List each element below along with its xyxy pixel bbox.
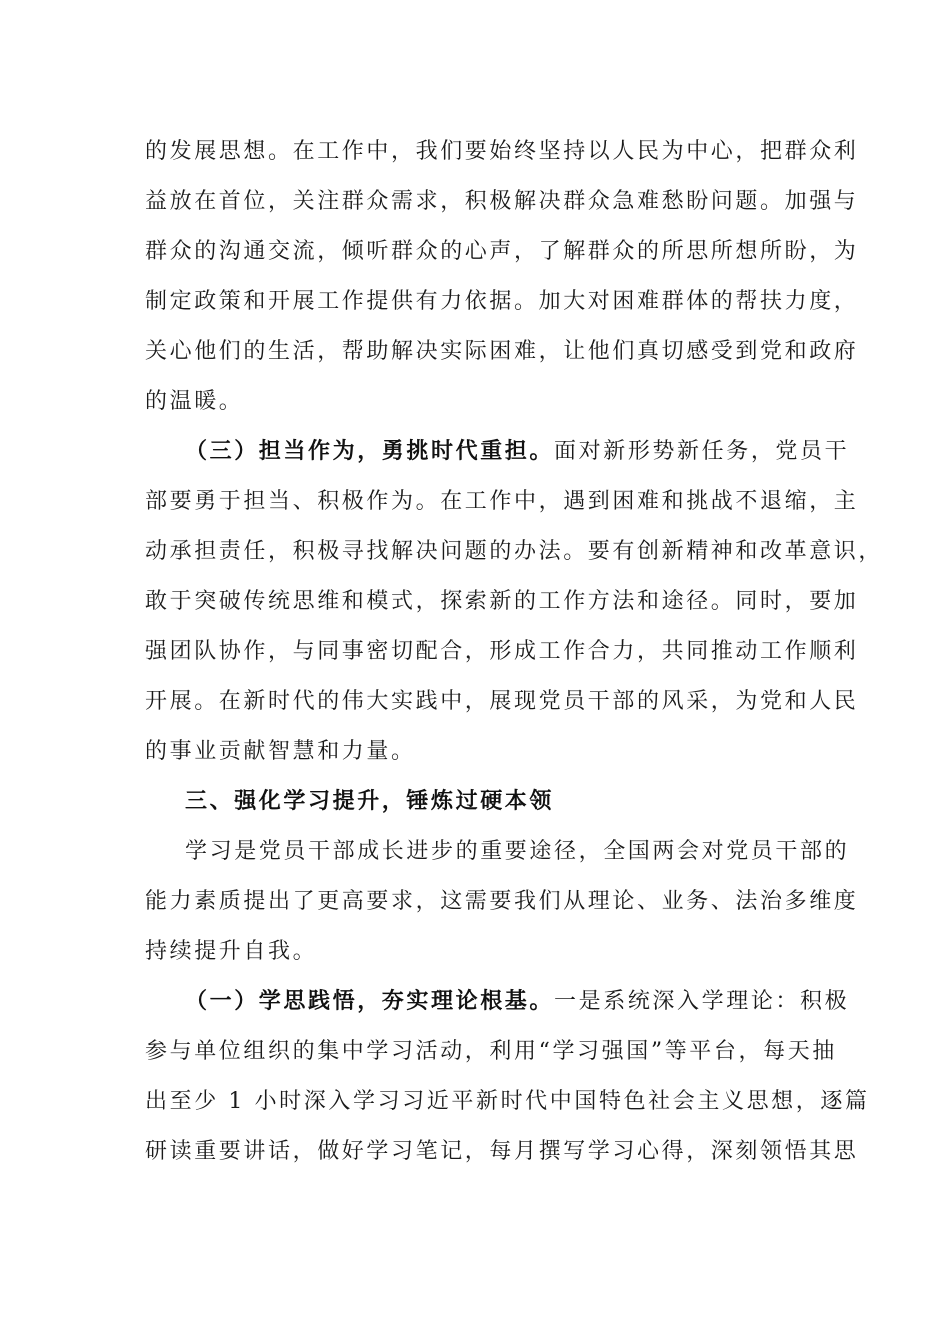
body-line: 的事业贡献智慧和力量。 [145,739,416,764]
body-line: 的发展思想。在工作中，我们要始终坚持以人民为中心，把群众利 [145,139,859,164]
body-line: 群众的沟通交流，倾听群众的心声，了解群众的所思所想所盼，为 [145,239,859,264]
body-line: 强团队协作，与同事密切配合，形成工作合力，共同推动工作顺利 [145,639,859,664]
body-line: 动承担责任，积极寻找解决问题的办法。要有创新精神和改革意识， [145,539,884,564]
paragraph-first-line [185,437,865,467]
body-line: 开展。在新时代的伟大实践中，展现党员干部的风采，为党和人民 [145,689,859,714]
paragraph-heading: （一）学思践悟，夯实理论根基。 [185,989,555,1014]
body-line: 益放在首位，关注群众需求，积极解决群众急难愁盼问题。加强与 [145,189,859,214]
section-heading: 三、强化学习提升，锤炼过硬本领 [185,789,555,814]
paragraph-first-line [185,987,865,1017]
paragraph-heading: （三）担当作为，勇挑时代重担。 [185,439,555,464]
body-line: 关心他们的生活，帮助解决实际困难，让他们真切感受到党和政府 [145,339,859,364]
body-line: 学习是党员干部成长进步的重要途径，全国两会对党员干部的 [185,839,850,864]
body-line: 出至少 1 小时深入学习习近平新时代中国特色社会主义思想，逐篇 [145,1089,870,1114]
body-line: 研读重要讲话，做好学习笔记，每月撰写学习心得，深刻领悟其思 [145,1139,859,1164]
body-line: 的温暖。 [145,389,244,414]
paragraph-text: 一是系统深入学理论：积极 [554,989,850,1014]
body-line: 部要勇于担当、积极作为。在工作中，遇到困难和挑战不退缩，主 [145,489,859,514]
paragraph-text: 面对新形势新任务，党员干 [554,439,850,464]
body-line: 参与单位组织的集中学习活动，利用“学习强国”等平台，每天抽 [145,1039,837,1064]
body-line: 敢于突破传统思维和模式，探索新的工作方法和途径。同时，要加 [145,589,859,614]
body-line: 能力素质提出了更高要求，这需要我们从理论、业务、法治多维度 [145,889,859,914]
body-line: 持续提升自我。 [145,939,318,964]
body-line: 制定政策和开展工作提供有力依据。加大对困难群体的帮扶力度， [145,289,859,314]
